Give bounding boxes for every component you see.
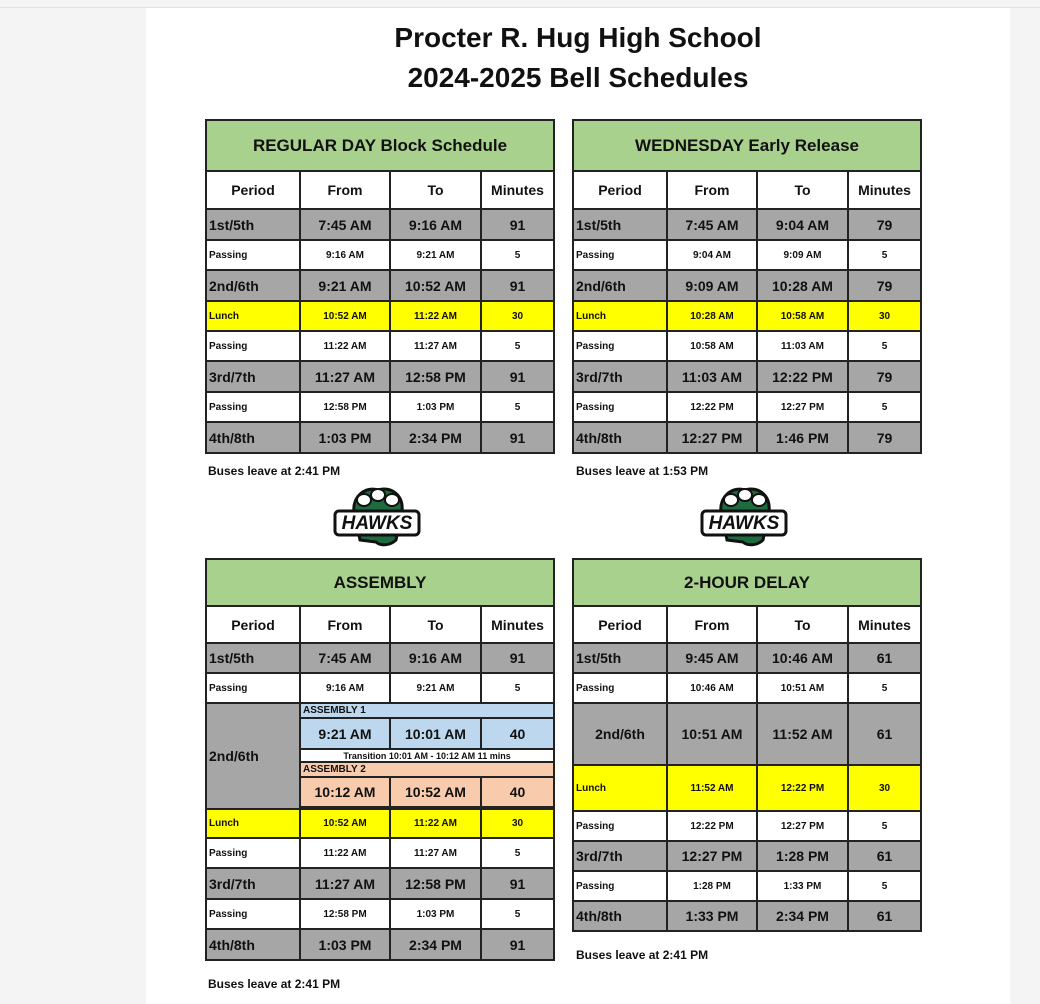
- table-row: [573, 871, 921, 901]
- period-cell: 3rd/7th: [206, 361, 300, 392]
- minutes-cell: 5: [848, 673, 921, 703]
- table-row: [573, 422, 921, 453]
- to-cell: 9:16 AM: [390, 209, 481, 240]
- period-cell: 3rd/7th: [573, 361, 667, 392]
- table-row: [573, 643, 921, 673]
- table-row: [573, 765, 921, 811]
- minutes-cell: 61: [848, 703, 921, 765]
- table-row: [573, 392, 921, 422]
- to-cell: 12:58 PM: [390, 361, 481, 392]
- table-row: [573, 361, 921, 392]
- minutes-cell: 5: [848, 811, 921, 841]
- table-row: [206, 209, 554, 240]
- minutes-cell: 5: [481, 240, 554, 270]
- minutes-cell: 91: [481, 643, 554, 673]
- from-cell: 11:52 AM: [667, 765, 757, 811]
- minutes-cell: 40: [481, 718, 554, 749]
- school-title: Procter R. Hug High School: [394, 22, 762, 53]
- period-cell: 4th/8th: [206, 422, 300, 453]
- to-cell: 10:58 AM: [757, 301, 848, 331]
- from-cell: 10:28 AM: [667, 301, 757, 331]
- column-header-to: To: [757, 606, 848, 643]
- period-cell: Passing: [573, 673, 667, 703]
- period-cell: Passing: [573, 871, 667, 901]
- from-cell: 1:03 PM: [300, 422, 390, 453]
- to-cell: 2:34 PM: [390, 929, 481, 960]
- period-cell: Passing: [206, 899, 300, 929]
- minutes-cell: 5: [481, 838, 554, 868]
- minutes-cell: 30: [481, 809, 554, 838]
- from-cell: 10:46 AM: [667, 673, 757, 703]
- to-cell: 1:03 PM: [390, 899, 481, 929]
- buses-note-wednesday: Buses leave at 1:53 PM: [576, 464, 709, 478]
- table-row: [206, 240, 554, 270]
- minutes-cell: 5: [481, 899, 554, 929]
- table-row: [206, 868, 554, 899]
- to-cell: 12:58 PM: [390, 868, 481, 899]
- schedule-year-title: 2024-2025 Bell Schedules: [407, 62, 749, 93]
- assembly2-label: ASSEMBLY 2: [300, 762, 554, 777]
- table-row: [573, 331, 921, 361]
- minutes-cell: 30: [848, 301, 921, 331]
- minutes-cell: 5: [848, 331, 921, 361]
- from-cell: 1:33 PM: [667, 901, 757, 931]
- from-cell: 11:03 AM: [667, 361, 757, 392]
- to-cell: 1:03 PM: [390, 392, 481, 422]
- to-cell: 9:21 AM: [390, 240, 481, 270]
- minutes-cell: 91: [481, 361, 554, 392]
- minutes-cell: 30: [848, 765, 921, 811]
- from-cell: 11:22 AM: [300, 838, 390, 868]
- period-cell: Lunch: [573, 301, 667, 331]
- from-cell: 9:21 AM: [300, 270, 390, 301]
- from-cell: 12:22 PM: [667, 811, 757, 841]
- minutes-cell: 61: [848, 643, 921, 673]
- column-header-from: From: [300, 171, 390, 209]
- to-cell: 12:27 PM: [757, 811, 848, 841]
- from-cell: 11:22 AM: [300, 331, 390, 361]
- to-cell: 10:52 AM: [390, 777, 481, 807]
- period-cell: 1st/5th: [206, 643, 300, 673]
- regular-day-table: [205, 119, 555, 454]
- table-row: [573, 240, 921, 270]
- buses-note-assembly: Buses leave at 2:41 PM: [208, 977, 341, 991]
- minutes-cell: 61: [848, 841, 921, 871]
- minutes-cell: 5: [848, 871, 921, 901]
- table-row: [573, 841, 921, 871]
- to-cell: 12:22 PM: [757, 765, 848, 811]
- period-cell: Passing: [206, 331, 300, 361]
- table-row: [206, 838, 554, 868]
- minutes-cell: 5: [481, 331, 554, 361]
- from-cell: 9:09 AM: [667, 270, 757, 301]
- transition-note: Transition 10:01 AM - 10:12 AM 11 mins: [300, 749, 554, 762]
- table-row: [573, 901, 921, 931]
- period-cell: 1st/5th: [573, 209, 667, 240]
- from-cell: 12:58 PM: [300, 899, 390, 929]
- column-header-period: Period: [573, 171, 667, 209]
- assembly1-label: ASSEMBLY 1: [300, 703, 554, 718]
- minutes-cell: 79: [848, 422, 921, 453]
- period-cell: Passing: [206, 838, 300, 868]
- period-cell: 4th/8th: [573, 422, 667, 453]
- minutes-cell: 79: [848, 209, 921, 240]
- assembly-table: [205, 558, 555, 961]
- column-header-to: To: [757, 171, 848, 209]
- minutes-cell: 40: [481, 777, 554, 807]
- table-row: [206, 361, 554, 392]
- minutes-cell: 5: [481, 392, 554, 422]
- to-cell: 9:04 AM: [757, 209, 848, 240]
- from-cell: 10:51 AM: [667, 703, 757, 765]
- to-cell: 1:33 PM: [757, 871, 848, 901]
- document-page: [146, 8, 1010, 1004]
- hawks-logo-text: HAWKS: [341, 513, 413, 534]
- from-cell: 9:21 AM: [300, 718, 390, 749]
- table-row: [573, 209, 921, 240]
- table-row: [206, 422, 554, 453]
- minutes-cell: 91: [481, 209, 554, 240]
- minutes-cell: 30: [481, 301, 554, 331]
- to-cell: 10:52 AM: [390, 270, 481, 301]
- wednesday-table: [572, 119, 922, 454]
- period-cell: 2nd/6th: [573, 270, 667, 301]
- to-cell: 1:28 PM: [757, 841, 848, 871]
- column-header-minutes: Minutes: [848, 606, 921, 643]
- minutes-cell: 5: [848, 392, 921, 422]
- from-cell: 12:22 PM: [667, 392, 757, 422]
- from-cell: 11:27 AM: [300, 361, 390, 392]
- two-hour-delay-table: [572, 558, 922, 932]
- period-cell: Lunch: [573, 765, 667, 811]
- table-row: [206, 899, 554, 929]
- column-header-period: Period: [206, 606, 300, 643]
- to-cell: 11:22 AM: [390, 301, 481, 331]
- period-cell: Passing: [573, 811, 667, 841]
- column-header-minutes: Minutes: [481, 171, 554, 209]
- to-cell: 10:28 AM: [757, 270, 848, 301]
- to-cell: 1:46 PM: [757, 422, 848, 453]
- table-title: ASSEMBLY: [206, 559, 554, 606]
- minutes-cell: 61: [848, 901, 921, 931]
- table-row: [573, 673, 921, 703]
- period-cell: Lunch: [206, 301, 300, 331]
- from-cell: 12:27 PM: [667, 422, 757, 453]
- period-cell: Passing: [573, 392, 667, 422]
- from-cell: 10:52 AM: [300, 809, 390, 838]
- table-title: REGULAR DAY Block Schedule: [206, 120, 554, 171]
- column-header-minutes: Minutes: [481, 606, 554, 643]
- period-cell: Passing: [573, 240, 667, 270]
- period-cell: 2nd/6th: [206, 703, 300, 809]
- to-cell: 11:22 AM: [390, 809, 481, 838]
- to-cell: 11:27 AM: [390, 838, 481, 868]
- period-cell: Passing: [206, 392, 300, 422]
- table-row: [573, 270, 921, 301]
- to-cell: 10:51 AM: [757, 673, 848, 703]
- period-cell: 2nd/6th: [206, 270, 300, 301]
- table-row: [573, 811, 921, 841]
- period-cell: 3rd/7th: [573, 841, 667, 871]
- buses-note-delay: Buses leave at 2:41 PM: [576, 948, 709, 962]
- from-cell: 1:28 PM: [667, 871, 757, 901]
- minutes-cell: 5: [848, 240, 921, 270]
- table-title: 2-HOUR DELAY: [573, 559, 921, 606]
- from-cell: 11:27 AM: [300, 868, 390, 899]
- column-header-from: From: [667, 606, 757, 643]
- column-header-to: To: [390, 171, 481, 209]
- table-row: [206, 929, 554, 960]
- to-cell: 9:21 AM: [390, 673, 481, 703]
- table-row: [206, 301, 554, 331]
- from-cell: 10:58 AM: [667, 331, 757, 361]
- to-cell: 2:34 PM: [757, 901, 848, 931]
- minutes-cell: 91: [481, 929, 554, 960]
- period-cell: Lunch: [206, 809, 300, 838]
- to-cell: 12:22 PM: [757, 361, 848, 392]
- to-cell: 9:16 AM: [390, 643, 481, 673]
- minutes-cell: 91: [481, 868, 554, 899]
- to-cell: 11:52 AM: [757, 703, 848, 765]
- from-cell: 7:45 AM: [300, 209, 390, 240]
- period-cell: Passing: [206, 673, 300, 703]
- minutes-cell: 5: [481, 673, 554, 703]
- column-header-period: Period: [206, 171, 300, 209]
- table-row: [206, 643, 554, 673]
- minutes-cell: 91: [481, 270, 554, 301]
- column-header-to: To: [390, 606, 481, 643]
- from-cell: 7:45 AM: [667, 209, 757, 240]
- table-row: [206, 809, 554, 838]
- table-row: [206, 331, 554, 361]
- period-cell: 4th/8th: [206, 929, 300, 960]
- table-row: [206, 673, 554, 703]
- column-header-minutes: Minutes: [848, 171, 921, 209]
- column-header-from: From: [300, 606, 390, 643]
- to-cell: 12:27 PM: [757, 392, 848, 422]
- period-cell: 1st/5th: [573, 643, 667, 673]
- period-cell: Passing: [206, 240, 300, 270]
- from-cell: 12:27 PM: [667, 841, 757, 871]
- from-cell: 9:16 AM: [300, 240, 390, 270]
- from-cell: 9:16 AM: [300, 673, 390, 703]
- to-cell: 11:03 AM: [757, 331, 848, 361]
- from-cell: 12:58 PM: [300, 392, 390, 422]
- buses-note-regular: Buses leave at 2:41 PM: [208, 464, 341, 478]
- to-cell: 10:01 AM: [390, 718, 481, 749]
- from-cell: 10:12 AM: [300, 777, 390, 807]
- table-row: [573, 301, 921, 331]
- hawks-logo: [332, 482, 422, 548]
- from-cell: 9:04 AM: [667, 240, 757, 270]
- from-cell: 9:45 AM: [667, 643, 757, 673]
- from-cell: 1:03 PM: [300, 929, 390, 960]
- to-cell: 11:27 AM: [390, 331, 481, 361]
- minutes-cell: 79: [848, 361, 921, 392]
- table-row: [573, 703, 921, 765]
- table-title: WEDNESDAY Early Release: [573, 120, 921, 171]
- table-row: [206, 270, 554, 301]
- period-cell: 1st/5th: [206, 209, 300, 240]
- period-cell: 4th/8th: [573, 901, 667, 931]
- from-cell: 10:52 AM: [300, 301, 390, 331]
- to-cell: 2:34 PM: [390, 422, 481, 453]
- column-header-period: Period: [573, 606, 667, 643]
- period-cell: 2nd/6th: [573, 703, 667, 765]
- minutes-cell: 91: [481, 422, 554, 453]
- table-row: [206, 392, 554, 422]
- minutes-cell: 79: [848, 270, 921, 301]
- hawks-logo-text: HAWKS: [708, 513, 780, 534]
- from-cell: 7:45 AM: [300, 643, 390, 673]
- period-cell: Passing: [573, 331, 667, 361]
- column-header-from: From: [667, 171, 757, 209]
- period-cell: 3rd/7th: [206, 868, 300, 899]
- to-cell: 10:46 AM: [757, 643, 848, 673]
- hawks-logo: [699, 482, 789, 548]
- to-cell: 9:09 AM: [757, 240, 848, 270]
